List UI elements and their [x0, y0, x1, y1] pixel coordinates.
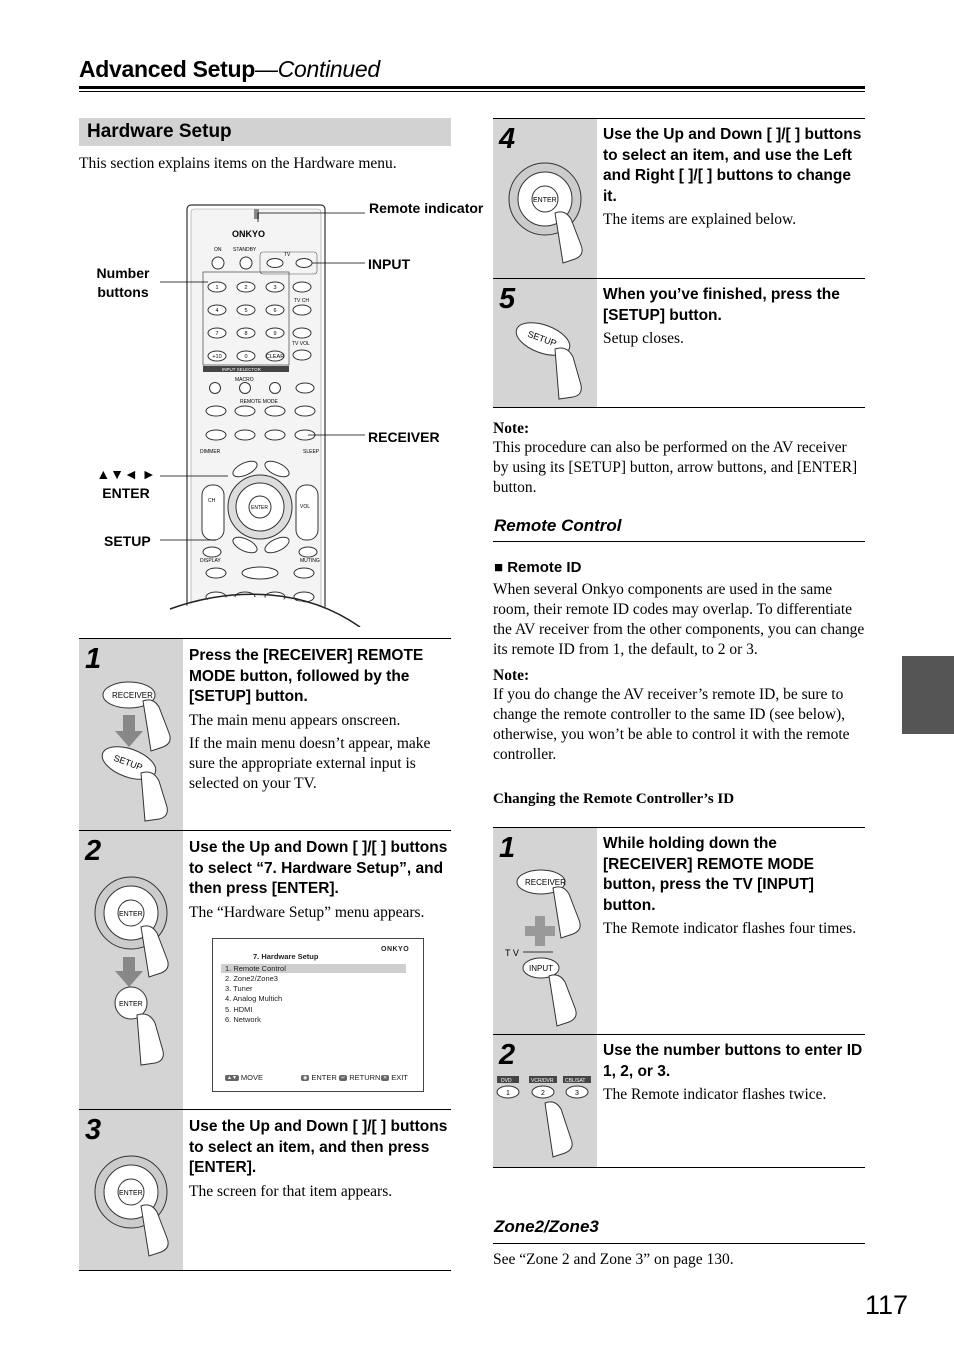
- step-2-heading: Use the Up and Down [ ]/[ ] buttons to select “7. Hardware Setup”, and then press [ENTER].: [189, 839, 448, 897]
- svg-text:CH: CH: [208, 498, 216, 504]
- screen-title: 7. Hardware Setup: [253, 952, 319, 961]
- number-buttons-icon: [493, 1035, 597, 1167]
- step-number: 1: [85, 643, 102, 675]
- svg-text:ENTER: ENTER: [119, 1001, 143, 1008]
- step-5-text: Setup closes.: [603, 330, 684, 347]
- hardware-setup-intro: This section explains items on the Hardware menu.: [79, 155, 397, 172]
- step-3-box: [79, 1109, 451, 1271]
- remote-number-label: 7: [215, 331, 219, 337]
- section-rule: [493, 541, 865, 542]
- remote-number-label: 1: [215, 285, 219, 291]
- note-label: Note:: [493, 420, 530, 437]
- callout-remote-indicator: Remote indicator: [369, 200, 484, 216]
- step-1-text-2: If the main menu doesn’t appear, make sure the appropriate external input is selected on your TV.: [189, 734, 431, 792]
- remote-id-heading: ■ Remote ID: [494, 559, 582, 576]
- remote-number-label: +10: [212, 354, 222, 360]
- svg-text:MACRO: MACRO: [235, 377, 254, 383]
- svg-text:TV VOL: TV VOL: [292, 341, 310, 347]
- svg-text:1: 1: [506, 1090, 510, 1097]
- remote-control-heading: Remote Control: [494, 516, 622, 535]
- svg-text:SETUP: SETUP: [526, 328, 558, 349]
- screen-menu-item: 6. Network: [225, 1015, 261, 1024]
- svg-text:VOL: VOL: [300, 504, 311, 510]
- callout-number-buttons: Number buttons: [96, 265, 150, 300]
- step-5-box: [493, 278, 865, 408]
- step-1-box: [79, 638, 451, 831]
- rc-step-1-text: The Remote indicator flashes four times.: [603, 920, 857, 937]
- svg-text:3: 3: [575, 1090, 579, 1097]
- step-number: 1: [499, 832, 516, 864]
- callout-receiver: RECEIVER: [368, 429, 440, 445]
- step-number: 2: [499, 1039, 516, 1071]
- svg-text:SLEEP: SLEEP: [303, 449, 320, 455]
- header-rule-thin: [79, 91, 865, 92]
- step-5-illustration-panel: [493, 279, 597, 407]
- screen-menu-item: 4. Analog Multich: [225, 994, 283, 1003]
- note-block: [493, 420, 865, 498]
- note-text: This procedure can also be performed on the AV receiver by using its [SETUP] button, arrow buttons, and [ENTER] button.: [493, 439, 858, 496]
- remote-control-illustration: [160, 195, 460, 627]
- screen-menu-item: 3. Tuner: [225, 984, 253, 993]
- remote-figure: [160, 195, 460, 627]
- svg-text:STANDBY: STANDBY: [233, 247, 257, 253]
- step-number: 2: [85, 835, 102, 867]
- screen-footer-enter: ◉ ENTER: [303, 1073, 337, 1082]
- dpad-enter-icon: [79, 1110, 183, 1270]
- tv-label: T V: [505, 948, 519, 958]
- svg-text:DIMMER: DIMMER: [200, 449, 221, 455]
- step-number: 5: [499, 283, 516, 315]
- zone-text: See “Zone 2 and Zone 3” on page 130.: [493, 1251, 734, 1268]
- screen-brand-logo: ONKYO: [381, 946, 410, 953]
- remote-number-label: 4: [215, 308, 219, 314]
- section-title: Hardware Setup: [87, 121, 232, 142]
- step-3-heading: Use the Up and Down [ ]/[ ] buttons to select an item, and then press [ENTER].: [189, 1118, 448, 1176]
- hand-press-icon: [79, 639, 183, 829]
- step-1-text: The main menu appears onscreen.: [189, 711, 401, 729]
- note-block-2: [493, 667, 865, 765]
- rc-step-2-illustration-panel: [493, 1035, 597, 1167]
- remote-number-label: 5: [244, 308, 248, 314]
- rc-step-1-illustration-panel: [493, 828, 597, 1034]
- svg-text:ENTER: ENTER: [119, 911, 143, 918]
- svg-text:INPUT SELECTOR: INPUT SELECTOR: [222, 367, 261, 372]
- note-text: If you do change the AV receiver’s remote ID, be sure to change the remote controller to the same ID (see below), otherwise, you won’t be able to control it with the remote controller.: [493, 686, 850, 763]
- chapter-tab: [902, 656, 954, 734]
- step-4-box: [493, 118, 865, 279]
- screen-footer-move: ▲▼ MOVE: [227, 1073, 263, 1082]
- rc-step-2-heading: Use the number buttons to enter ID 1, 2, or 3.: [603, 1042, 863, 1080]
- screen-menu-item: 5. HDMI: [225, 1005, 253, 1014]
- callout-input: INPUT: [368, 256, 410, 272]
- step-4-heading: Use the Up and Down [ ]/[ ] buttons to select an item, and use the Left and Right [ ]/[ ] buttons to change it.: [603, 126, 862, 205]
- rc-step-2-text: The Remote indicator flashes twice.: [603, 1086, 827, 1103]
- changing-id-heading: Changing the Remote Controller’s ID: [493, 791, 735, 807]
- remote-id-text: When several Onkyo components are used in the same room, their remote ID codes may overlap. To differentiate the AV receiver from the other components, you can change its remote ID from 1, the default, to 2 or 3.: [493, 581, 865, 658]
- receiver-input-combo-icon: [493, 828, 597, 1034]
- rc-step-1-heading: While holding down the [RECEIVER] REMOTE MODE button, press the TV [INPUT] button.: [603, 835, 814, 914]
- svg-text:VCR/DVR: VCR/DVR: [531, 1078, 554, 1084]
- setup-button-press-icon: [493, 279, 597, 407]
- svg-text:2: 2: [541, 1090, 545, 1097]
- svg-text:ENTER: ENTER: [251, 505, 268, 511]
- remote-number-label: 9: [273, 331, 277, 337]
- callout-setup: SETUP: [104, 533, 151, 549]
- page-number: 117: [865, 1290, 909, 1320]
- rc-step-2-box: [493, 1034, 865, 1168]
- screen-footer-return: ↵ RETURN: [341, 1073, 381, 1082]
- step-number: 3: [85, 1114, 102, 1146]
- setup-button-icon: SETUP: [112, 752, 144, 773]
- hardware-setup-banner: [79, 118, 451, 146]
- svg-text:MUTING: MUTING: [300, 558, 320, 564]
- dpad-enter-icon: [79, 831, 183, 1109]
- screen-menu-item: 2. Zone2/Zone3: [225, 974, 278, 983]
- svg-text:ENTER: ENTER: [533, 197, 557, 204]
- step-1-heading: Press the [RECEIVER] REMOTE MODE button, followed by the [SETUP] button.: [189, 647, 424, 705]
- svg-text:RECEIVER: RECEIVER: [525, 878, 566, 887]
- remote-number-label: 6: [273, 308, 277, 314]
- hardware-setup-screen: [212, 938, 424, 1092]
- step-2-illustration-panel: [79, 831, 183, 1109]
- svg-text:ENTER: ENTER: [119, 1190, 143, 1197]
- receiver-button-icon: RECEIVER: [112, 691, 153, 700]
- dpad-enter-icon: [493, 119, 597, 277]
- note-label: Note:: [493, 667, 530, 684]
- svg-text:INPUT: INPUT: [529, 964, 553, 973]
- section-rule: [493, 1243, 865, 1244]
- step-3-text: The screen for that item appears.: [189, 1182, 393, 1200]
- screen-footer-exit: ✕ EXIT: [383, 1073, 408, 1082]
- rc-step-1-box: [493, 827, 865, 1035]
- step-number: 4: [499, 123, 516, 155]
- svg-text:TV CH: TV CH: [294, 298, 309, 304]
- step-2-text: The “Hardware Setup” menu appears.: [189, 903, 425, 921]
- page-header-title: Advanced Setup—Continued: [79, 56, 380, 82]
- svg-text:TV: TV: [284, 252, 291, 258]
- step-5-heading: When you’ve finished, press the [SETUP] button.: [603, 286, 840, 324]
- remote-number-label: 8: [244, 331, 248, 337]
- svg-text:CBL/SAT: CBL/SAT: [565, 1078, 586, 1084]
- callout-arrows-enter: ▲▼◄ ► ENTER: [96, 466, 156, 501]
- zone-heading: Zone2/Zone3: [494, 1217, 599, 1236]
- remote-number-label: 0: [244, 354, 248, 360]
- svg-text:DISPLAY: DISPLAY: [200, 558, 221, 564]
- screen-menu-item: 1. Remote Control: [225, 964, 286, 973]
- remote-number-label: 3: [273, 285, 277, 291]
- remote-brand-logo: ONKYO: [232, 229, 266, 239]
- step-4-text: The items are explained below.: [603, 211, 797, 228]
- svg-text:REMOTE MODE: REMOTE MODE: [240, 399, 278, 405]
- header-rule: [79, 86, 865, 89]
- step-1-illustration-panel: [79, 639, 183, 830]
- step-3-illustration-panel: [79, 1110, 183, 1270]
- remote-number-label: 2: [244, 285, 248, 291]
- step-4-illustration-panel: [493, 119, 597, 278]
- svg-text:DVD: DVD: [501, 1078, 512, 1084]
- remote-number-label: CLEAR: [265, 354, 285, 360]
- svg-text:ON: ON: [214, 247, 222, 253]
